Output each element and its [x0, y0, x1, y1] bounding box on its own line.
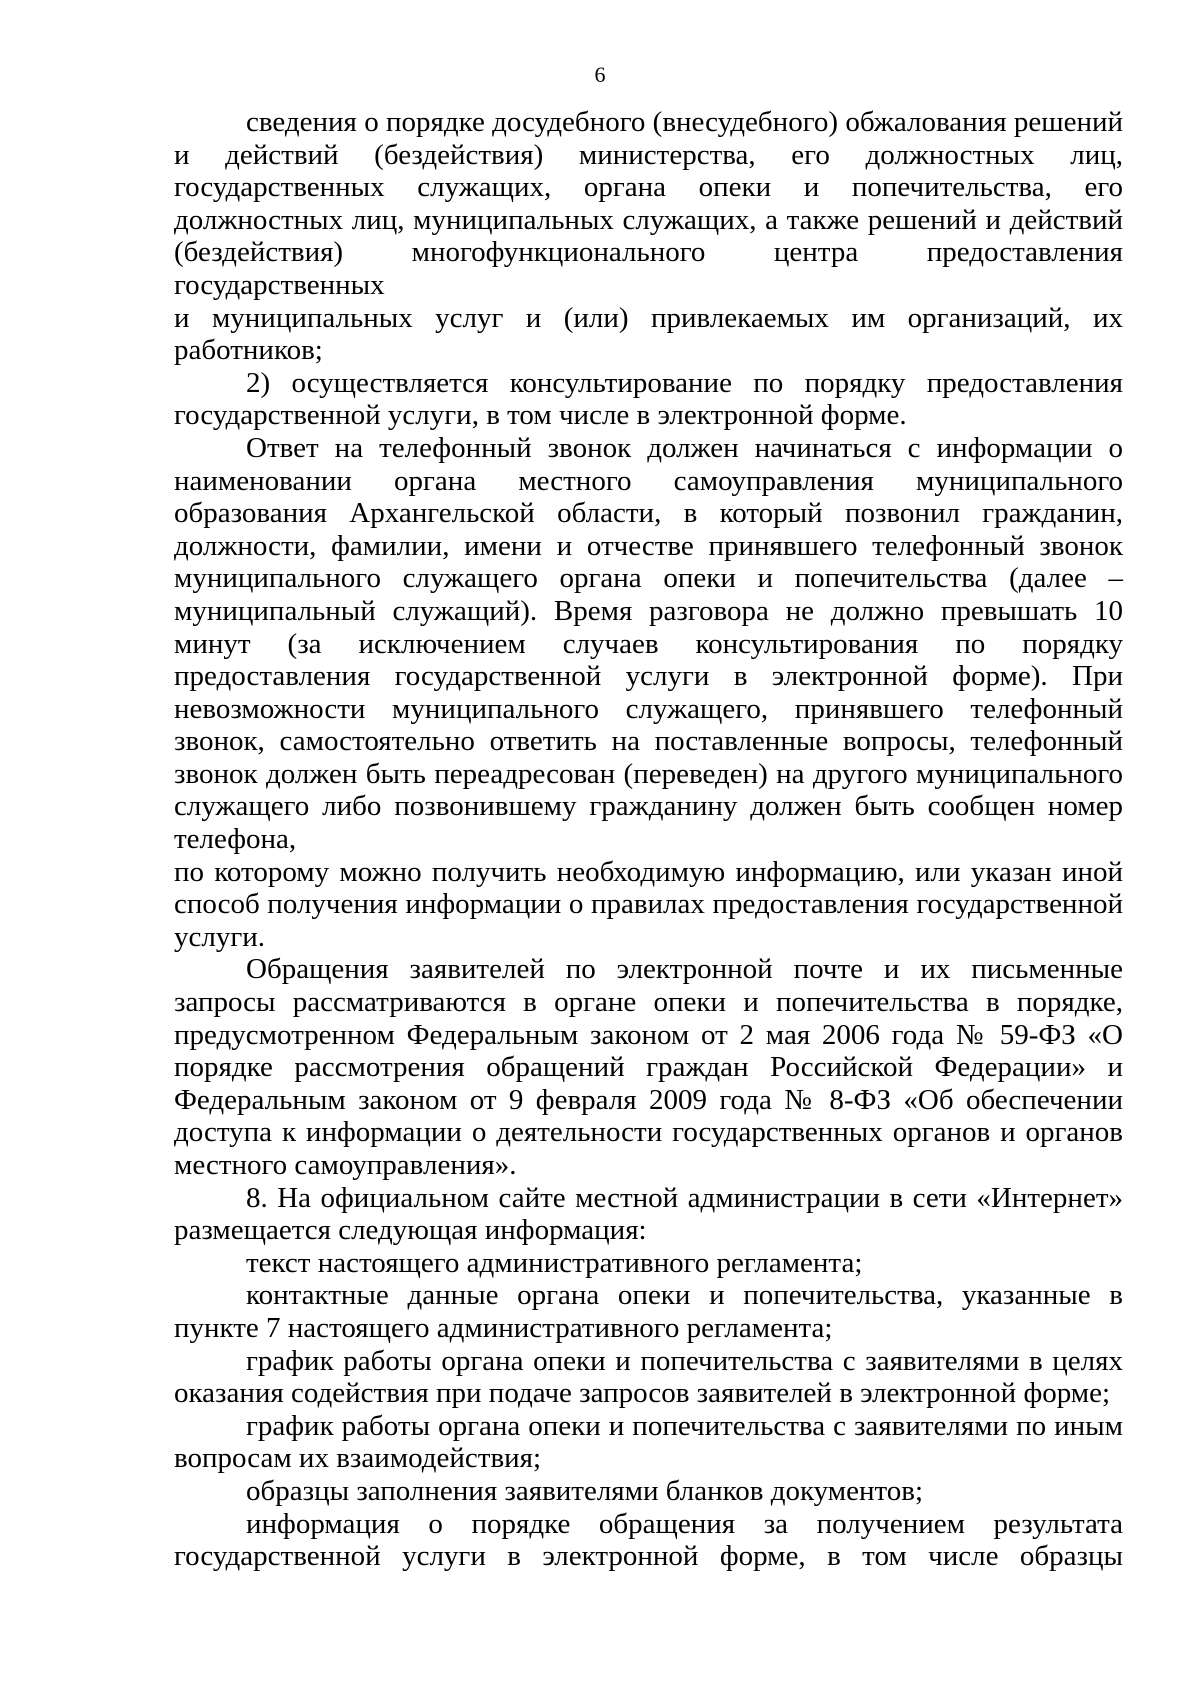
list-item-form-samples: образцы заполнения заявителями бланков документов;: [246, 1474, 924, 1507]
list-item-schedule-electronic: график работы органа опеки и попечительства с заявителями в целях оказания содействия при подаче запросов заявителей в электронной форме;: [174, 1344, 1123, 1410]
list-item-contact-data: контактные данные органа опеки и попечительства, указанные в пункте 7 настоящего административного регламента;: [174, 1279, 1123, 1344]
paragraph-written-requests: Обращения заявителей по электронной почте и их письменные запросы рассматриваются в органе опеки и попечительства в порядке, предусмотренном Федеральным законом от 2 мая 2006 года № 59-ФЗ «О порядке рассмотрения обращений граждан Российской Федерации» и Федеральным законом от 9 февраля 2009 года № 8-ФЗ «Об обеспечении доступа к информации о деятельности государственных органов и органов местного самоуправления».: [174, 953, 1123, 1181]
paragraph-appeal-info: сведения о порядке досудебного (внесудебного) обжалования решений и действий (бездействия) министерства, его должностных лиц, государственных служащих, органа опеки и попечительства, его должностных лиц, муниципальных служащих, а также решений и действий (бездействия) многофункционального центра предоставления государственных: [174, 106, 1123, 301]
paragraph-consulting: 2) осуществляется консультирование по порядку предоставления государственной услуги, в том числе в электронной форме.: [174, 366, 1123, 432]
document-body: [174, 106, 1123, 1573]
paragraph-phone-call-continued: по которому можно получить необходимую информацию, или указан иной способ получения информации о правилах предоставления государственной услуги.: [174, 855, 1123, 953]
list-item-regulation-text: текст настоящего административного регламента;: [246, 1246, 863, 1279]
paragraph-phone-call: Ответ на телефонный звонок должен начинаться с информации о наименовании органа местного самоуправления муниципального образования Архангельской области, в который позвонил гражданин, должности, фамилии, имени и отчестве принявшего телефонный звонок муниципального служащего органа опеки и попечительства (далее – муниципальный служащий). Время разговора не должно превышать 10 минут (за исключением случаев консультирования по порядку предоставления государственной услуги в электронной форме). При невозможности муниципального служащего, принявшего телефонный звонок, самостоятельно ответить на поставленные вопросы, телефонный звонок должен быть переадресован (переведен) на другого муниципального служащего либо позвонившему гражданину должен быть сообщен номер телефона,: [174, 431, 1123, 856]
page-number: 6: [594, 62, 606, 87]
paragraph-appeal-info-continued: и муниципальных услуг и (или) привлекаемых им организаций, их работников;: [174, 301, 1123, 367]
list-item-result-info: информация о порядке обращения за получением результата государственной услуги в электронной форме, в том числе образцы: [174, 1507, 1123, 1573]
list-item-schedule-other: график работы органа опеки и попечительства с заявителями по иным вопросам их взаимодействия;: [174, 1409, 1123, 1475]
paragraph-website-info: 8. На официальном сайте местной администрации в сети «Интернет» размещается следующая информация:: [174, 1181, 1123, 1247]
